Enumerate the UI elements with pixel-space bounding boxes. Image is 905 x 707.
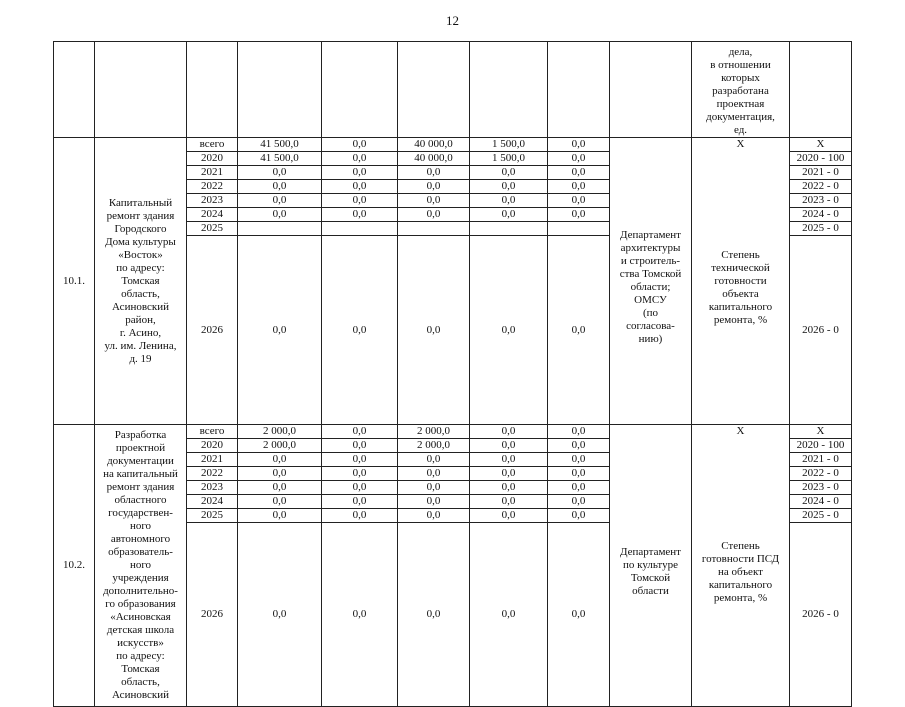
text-line: Дома культуры: [105, 235, 176, 248]
item-number: 10.2.: [54, 425, 95, 707]
text-line: проектной: [115, 442, 166, 454]
amount-other: 0,0: [548, 439, 610, 453]
amount-other: 0,0: [548, 152, 610, 166]
amount-regional: 0,0: [398, 166, 470, 180]
amount-regional: 0,0: [398, 453, 470, 467]
year-cell: 2022: [187, 467, 238, 481]
text-line: (по: [642, 307, 659, 320]
year-cell: 2025: [187, 222, 238, 236]
text-line: государствен-: [108, 507, 173, 519]
amount-regional: 0,0: [398, 509, 470, 523]
amount-regional: 2 000,0: [398, 425, 470, 439]
text-line: ного: [129, 559, 152, 571]
amount-local: 0,0: [470, 166, 548, 180]
amount-federal: 0,0: [322, 166, 398, 180]
amount-total: 0,0: [238, 453, 322, 467]
target-value: 2020 - 100: [790, 152, 852, 166]
responsible-blank: [610, 138, 692, 152]
amount-federal: 0,0: [322, 425, 398, 439]
amount-other: 0,0: [548, 180, 610, 194]
amount-total: 41 500,0: [238, 138, 322, 152]
text-line: Капитальный: [108, 196, 173, 209]
text-line: д. 19: [129, 352, 152, 365]
target-value: 2023 - 0: [790, 194, 852, 208]
amount-federal: 0,0: [322, 152, 398, 166]
amount-federal: 0,0: [322, 509, 398, 523]
amount-total: 41 500,0: [238, 152, 322, 166]
amount-total: 0,0: [238, 495, 322, 509]
text-line: Разработка: [114, 429, 167, 441]
amount-total: 2 000,0: [238, 425, 322, 439]
text-line: на объект: [718, 565, 763, 578]
item-name: [95, 425, 187, 707]
text-line: дела,: [728, 46, 753, 58]
amount-regional: 0,0: [398, 523, 470, 707]
year-cell: 2024: [187, 495, 238, 509]
year-cell: 2020: [187, 439, 238, 453]
amount-federal: 0,0: [322, 439, 398, 453]
text-line: архитектуры: [620, 242, 681, 255]
text-line: ремонт здания: [106, 209, 175, 222]
text-line: по адресу:: [116, 261, 165, 274]
amount-total: 0,0: [238, 236, 322, 425]
text-line: по культуре: [623, 559, 678, 572]
amount-regional: 0,0: [398, 481, 470, 495]
target-value: 2022 - 0: [790, 467, 852, 481]
amount-other: 0,0: [548, 236, 610, 425]
year-cell: 2023: [187, 194, 238, 208]
item-name: [95, 138, 187, 425]
text-line: го образования: [105, 598, 176, 610]
amount-total: 2 000,0: [238, 439, 322, 453]
text-line: готовности: [714, 274, 767, 287]
target-value: 2024 - 0: [790, 208, 852, 222]
text-line: ул. им. Ленина,: [104, 339, 177, 352]
amount-federal: 0,0: [322, 523, 398, 707]
amount-regional: 0,0: [398, 495, 470, 509]
amount-local: 0,0: [470, 453, 548, 467]
text-line: которых: [721, 72, 760, 84]
year-cell: 2026: [187, 236, 238, 425]
text-line: учреждения: [112, 572, 169, 584]
amount-total: 0,0: [238, 180, 322, 194]
text-line: Томская: [121, 663, 160, 675]
amount-local: 0,0: [470, 180, 548, 194]
text-line: Асиновский: [112, 689, 169, 701]
amount-other: 0,0: [548, 481, 610, 495]
text-line: на капитальный: [103, 468, 178, 480]
amount-local: 0,0: [470, 236, 548, 425]
amount-local: 0,0: [470, 439, 548, 453]
text-line: ед.: [733, 124, 748, 136]
text-line: капитального: [708, 578, 773, 591]
text-line: разработана: [712, 85, 769, 97]
target-value: Х: [790, 138, 852, 152]
text-line: «Асиновская: [110, 611, 171, 623]
amount-total: 0,0: [238, 208, 322, 222]
text-line: ремонт здания: [106, 481, 175, 493]
responsible-executor: [610, 152, 692, 425]
text-line: область,: [121, 676, 160, 688]
text-line: Департамент: [619, 229, 681, 242]
amount-other: 0,0: [548, 166, 610, 180]
text-line: документации: [107, 455, 174, 467]
text-line: образователь-: [108, 546, 173, 558]
text-line: область,: [121, 287, 160, 300]
amount-regional: 40 000,0: [398, 152, 470, 166]
table-row: [54, 138, 852, 152]
year-cell: всего: [187, 425, 238, 439]
text-line: ства Томской: [619, 268, 682, 281]
year-cell: всего: [187, 138, 238, 152]
amount-regional: 0,0: [398, 467, 470, 481]
amount-federal: 0,0: [322, 180, 398, 194]
target-value: 2026 - 0: [790, 236, 852, 425]
text-line: Асиновский: [112, 300, 169, 313]
text-line: нию): [638, 333, 663, 346]
amount-federal: 0,0: [322, 208, 398, 222]
text-line: ного: [129, 520, 152, 532]
amount-local: 0,0: [470, 467, 548, 481]
year-cell: 2025: [187, 509, 238, 523]
text-line: «Восток»: [118, 248, 163, 261]
text-line: ремонта, %: [713, 591, 768, 604]
amount-regional: 0,0: [398, 180, 470, 194]
amount-federal: 0,0: [322, 194, 398, 208]
indicator-header-continuation: [692, 42, 790, 138]
item-number: 10.1.: [54, 138, 95, 425]
target-value: 2020 - 100: [790, 439, 852, 453]
text-line: Томская: [121, 274, 160, 287]
indicator-x: Х: [692, 425, 790, 439]
text-line: ремонта, %: [713, 313, 768, 326]
text-line: Департамент: [619, 546, 681, 559]
amount-federal: 0,0: [322, 481, 398, 495]
year-cell: 2021: [187, 453, 238, 467]
amount-local: 1 500,0: [470, 152, 548, 166]
text-line: по адресу:: [116, 650, 165, 662]
amount-regional: 40 000,0: [398, 138, 470, 152]
text-line: г. Асино,: [119, 326, 162, 339]
text-line: Степень: [721, 539, 760, 552]
indicator-name: [692, 152, 790, 425]
amount-other: 0,0: [548, 208, 610, 222]
text-line: объекта: [722, 287, 759, 300]
text-line: детская школа: [106, 624, 175, 636]
amount-local: 0,0: [470, 425, 548, 439]
amount-federal: [322, 222, 398, 236]
target-value: 2025 - 0: [790, 509, 852, 523]
amount-other: 0,0: [548, 138, 610, 152]
amount-total: 0,0: [238, 509, 322, 523]
target-value: 2023 - 0: [790, 481, 852, 495]
continuation-row: [54, 42, 852, 138]
amount-regional: [398, 222, 470, 236]
responsible-blank: [610, 425, 692, 439]
year-cell: 2020: [187, 152, 238, 166]
amount-other: 0,0: [548, 523, 610, 707]
amount-other: [548, 222, 610, 236]
amount-regional: 0,0: [398, 194, 470, 208]
amount-other: 0,0: [548, 509, 610, 523]
amount-local: 0,0: [470, 208, 548, 222]
text-line: дополнительно-: [103, 585, 178, 597]
year-cell: 2026: [187, 523, 238, 707]
target-value: Х: [790, 425, 852, 439]
amount-total: 0,0: [238, 523, 322, 707]
amount-local: 0,0: [470, 481, 548, 495]
amount-local: 0,0: [470, 509, 548, 523]
target-value: 2026 - 0: [790, 523, 852, 707]
table-row: [54, 425, 852, 439]
text-line: капитального: [708, 300, 773, 313]
text-line: согласова-: [626, 320, 675, 333]
text-line: и строитель-: [620, 255, 681, 268]
target-value: 2025 - 0: [790, 222, 852, 236]
amount-regional: 0,0: [398, 236, 470, 425]
amount-total: 0,0: [238, 194, 322, 208]
year-cell: 2022: [187, 180, 238, 194]
text-line: в отношении: [710, 59, 771, 71]
target-value: 2021 - 0: [790, 453, 852, 467]
year-cell: 2024: [187, 208, 238, 222]
amount-other: 0,0: [548, 495, 610, 509]
amount-federal: 0,0: [322, 495, 398, 509]
target-value: 2022 - 0: [790, 180, 852, 194]
page-number: 12: [446, 13, 459, 28]
text-line: Степень: [721, 248, 760, 261]
amount-local: 1 500,0: [470, 138, 548, 152]
amount-federal: 0,0: [322, 467, 398, 481]
text-line: Томской: [630, 572, 671, 585]
text-line: области: [632, 585, 669, 598]
text-line: район,: [125, 313, 156, 326]
text-line: готовности ПСД: [701, 552, 780, 565]
text-line: ОМСУ: [634, 294, 667, 307]
amount-regional: 0,0: [398, 208, 470, 222]
amount-local: 0,0: [470, 194, 548, 208]
amount-other: 0,0: [548, 425, 610, 439]
program-table: [53, 41, 852, 707]
amount-local: 0,0: [470, 523, 548, 707]
amount-total: 0,0: [238, 481, 322, 495]
text-line: документация,: [706, 111, 775, 123]
indicator-name: [692, 439, 790, 707]
amount-total: 0,0: [238, 467, 322, 481]
amount-regional: 2 000,0: [398, 439, 470, 453]
year-cell: 2023: [187, 481, 238, 495]
amount-federal: 0,0: [322, 453, 398, 467]
amount-other: 0,0: [548, 467, 610, 481]
amount-other: 0,0: [548, 453, 610, 467]
amount-federal: 0,0: [322, 236, 398, 425]
year-cell: 2021: [187, 166, 238, 180]
text-line: технической: [711, 261, 770, 274]
amount-local: [470, 222, 548, 236]
amount-local: 0,0: [470, 495, 548, 509]
responsible-executor: [610, 439, 692, 707]
text-line: Городского: [114, 222, 167, 235]
amount-other: 0,0: [548, 194, 610, 208]
amount-total: 0,0: [238, 166, 322, 180]
text-line: области;: [630, 281, 671, 294]
amount-federal: 0,0: [322, 138, 398, 152]
text-line: проектная: [716, 98, 765, 110]
amount-total: [238, 222, 322, 236]
text-line: автономного: [110, 533, 171, 545]
target-value: 2021 - 0: [790, 166, 852, 180]
text-line: искусств»: [117, 637, 164, 649]
text-line: областного: [114, 494, 167, 506]
target-value: 2024 - 0: [790, 495, 852, 509]
indicator-x: Х: [692, 138, 790, 152]
